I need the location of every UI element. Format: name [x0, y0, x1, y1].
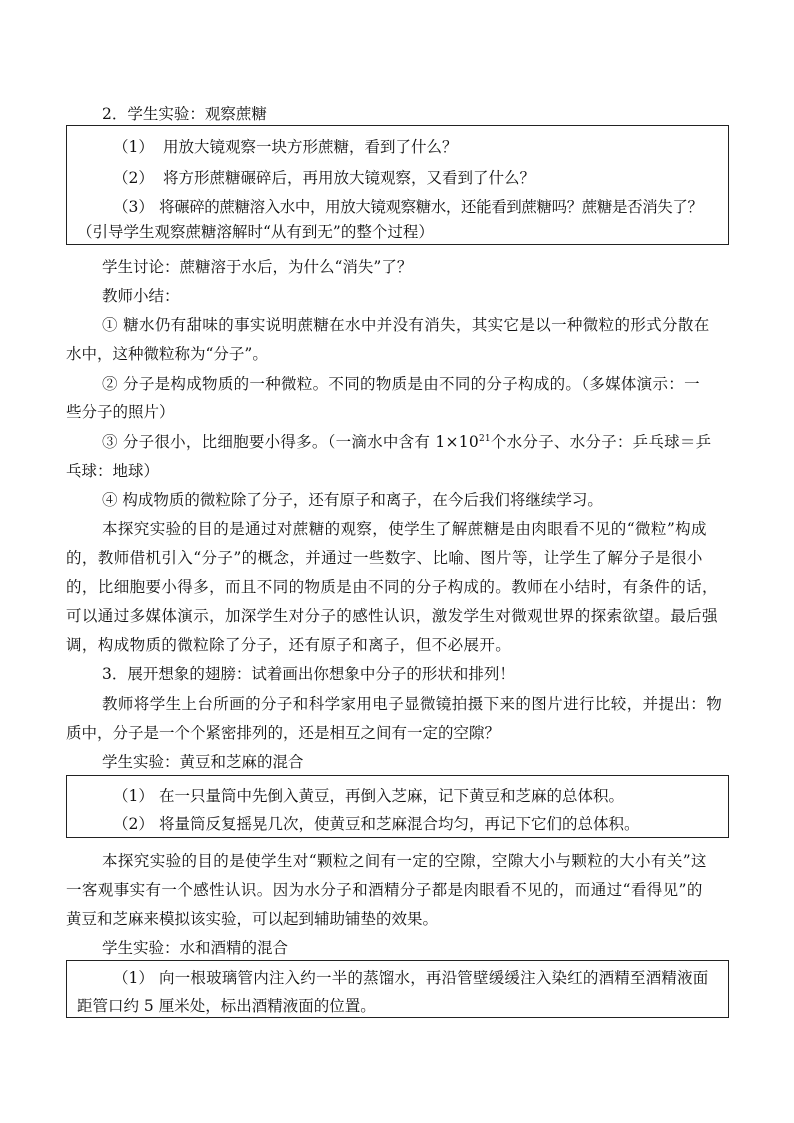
summary-point-2: ② 分子是构成物质的一种微粒。不同的物质是由不同的分子构成的。（多媒体演示：一 [102, 375, 700, 393]
student-discussion: 学生讨论：蔗糖溶于水后，为什么“消失”了？ [102, 258, 413, 276]
experiment-box-water-alcohol [66, 960, 729, 1018]
experiment-3-title: 学生实验：水和酒精的混合 [102, 939, 289, 957]
section-3-title: 3．展开想象的翅膀：试着画出你想象中分子的形状和排列！ [102, 665, 515, 683]
box2-item2-num: （2） [113, 815, 154, 833]
paragraph-2-line-2: 质中，分子是一个个紧密排列的，还是相互之间有一定的空隙？ [66, 724, 501, 742]
box1-item3-text: 将碾碎的蔗糖溶入水中，用放大镜观察糖水，还能看到蔗糖吗？蔗糖是否消失了？ [159, 198, 703, 216]
teacher-summary-title: 教师小结： [102, 287, 180, 305]
paragraph-1-line-3: 的，比细胞要小得多，而且不同的物质是由不同的分子构成的。教师在小结时，有条件的话， [66, 578, 718, 596]
box3-item1-cont: 距管口约 5 厘米处，标出酒精液面的位置。 [77, 997, 376, 1015]
box2-item1-num: （1） [113, 787, 154, 805]
paragraph-1-line-1: 本探究实验的目的是通过对蔗糖的观察，使学生了解蔗糖是由肉眼看不见的“微粒”构成 [102, 520, 707, 538]
experiment-2-title: 学生实验：黄豆和芝麻的混合 [102, 753, 304, 771]
box3-item1-text: 向一根玻璃管内注入约一半的蒸馏水，再沿管壁缓缓注入染红的酒精至酒精液面 [159, 969, 709, 987]
box1-item1-text: 用放大镜观察一块方形蔗糖，看到了什么？ [163, 138, 458, 156]
box1-item2-text: 将方形蔗糖碾碎后，再用放大镜观察，又看到了什么？ [163, 169, 536, 187]
box1-item3-num: （3） [113, 198, 154, 216]
summary-point-3 [102, 432, 766, 452]
summary-point-3-pre: ③ 分子很小，比细胞要小得多。（一滴水中含有 1×10 [102, 433, 479, 451]
summary-point-2-cont: 些分子的照片） [66, 403, 175, 421]
experiment-box-beans-sesame [66, 775, 729, 838]
paragraph-3-line-2: 一客观事实有一个感性认识。因为水分子和酒精分子都是肉眼看不见的，而通过“看得见”的 [66, 881, 703, 899]
paragraph-2-line-1: 教师将学生上台所画的分子和科学家用电子显微镜拍摄下来的图片进行比较，并提出：物 [102, 695, 723, 713]
paragraph-1-line-5: 调，构成物质的微粒除了分子，还有原子和离子，但不必展开。 [66, 636, 512, 654]
box2-item2-text: 将量筒反复摇晃几次，使黄豆和芝麻混合均匀，再记下它们的总体积。 [159, 815, 640, 833]
exponent: 21 [478, 434, 491, 444]
box3-item1-num: （1） [113, 969, 154, 987]
summary-point-4: ④ 构成物质的微粒除了分子，还有原子和离子，在今后我们将继续学习。 [102, 491, 603, 509]
summary-point-1: ① 糖水仍有甜味的事实说明蔗糖在水中并没有消失，其实它是以一种微粒的形式分散在 [102, 316, 710, 334]
paragraph-3-line-3: 黄豆和芝麻来模拟该实验，可以起到辅助铺垫的效果。 [66, 910, 439, 928]
experiment-box-sucrose [66, 125, 729, 245]
paragraph-1-line-2: 的，教师借机引入“分子”的概念，并通过一些数字、比喻、图片等，让学生了解分子是很小 [66, 549, 703, 567]
box2-item1-text: 在一只量筒中先倒入黄豆，再倒入芝麻，记下黄豆和芝麻的总体积。 [159, 787, 625, 805]
summary-point-3-post: 个水分子、水分子：乒乓球＝乒 [490, 433, 712, 451]
box1-item2-num: （2） [113, 169, 154, 187]
paragraph-1-line-4: 可以通过多媒体演示，加深学生对分子的感性认识，激发学生对微观世界的探索欲望。最后强 [66, 607, 718, 625]
summary-point-3-cont: 乓球：地球） [66, 462, 160, 480]
section-2-title: 2．学生实验：观察蔗糖 [102, 105, 267, 123]
box1-item1-num: （1） [113, 138, 154, 156]
box1-item3-continued: （引导学生观察蔗糖溶解时“从有到无”的整个过程） [77, 223, 434, 241]
paragraph-3-line-1: 本探究实验的目的是使学生对“颗粒之间有一定的空隙，空隙大小与颗粒的大小有关”这 [102, 852, 707, 870]
summary-point-1-cont: 水中，这种微粒称为“分子”。 [66, 345, 268, 363]
